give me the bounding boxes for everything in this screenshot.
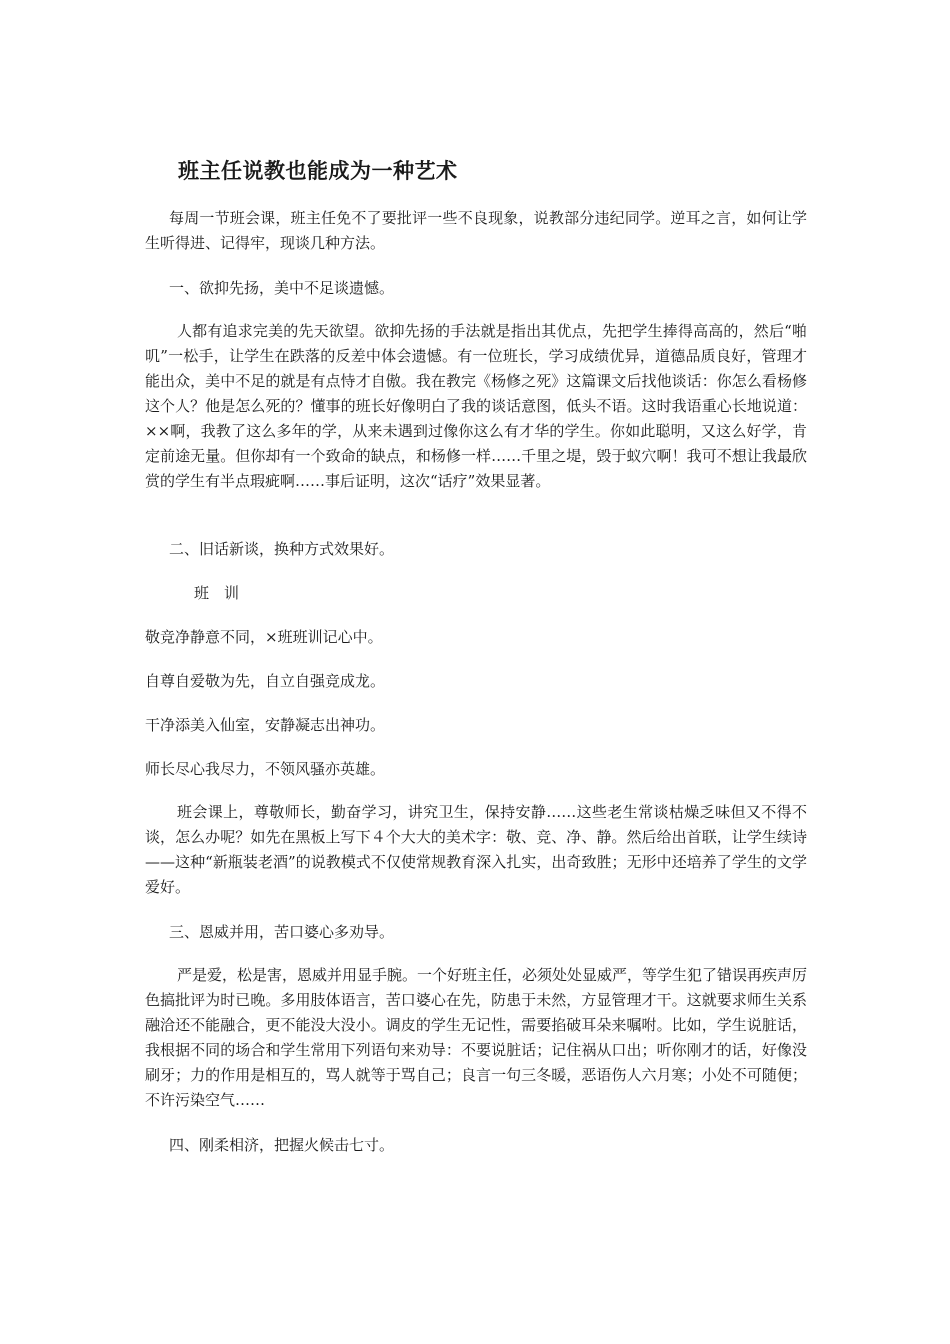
section-1-heading: 一、欲抑先扬，美中不足谈遗憾。 [169, 279, 395, 297]
motto-line-2: 自尊自爱敬为先，自立自强竞成龙。 [145, 672, 386, 690]
section-2-heading: 二、旧话新谈，换种方式效果好。 [169, 540, 395, 558]
section-3-heading: 三、恩威并用，苦口婆心多劝导。 [169, 923, 395, 941]
motto-title: 班 训 [194, 584, 240, 602]
motto-line-4: 师长尽心我尽力，不领风骚亦英雄。 [145, 760, 386, 778]
motto-line-1: 敬竞净静意不同，×班班训记心中。 [145, 628, 383, 646]
document-title: 班主任说教也能成为一种艺术 [178, 159, 458, 183]
motto-line-3: 干净添美入仙室，安静凝志出神功。 [145, 716, 386, 734]
intro-paragraph: 每周一节班会课，班主任免不了要批评一些不良现象，说教部分违纪同学。逆耳之言，如何让学生听得进、记得牢，现谈几种方法。 [145, 209, 807, 252]
section-4-heading: 四、刚柔相济，把握火候击七寸。 [169, 1136, 395, 1154]
section-1-body: 人都有追求完美的先天欲望。欲抑先扬的手法就是指出其优点，先把学生捧得高高的，然后“啪叽”一松手，让学生在跌落的反差中体会遗憾。有一位班长，学习成绩优异，道德品质良好，管理才能出众，美中不足的就是有点恃才自傲。我在教完《杨修之死》这篇课文后找他谈话：你怎么看杨修这个人？他是怎么死的？懂事的班长好像明白了我的谈话意图，低头不语。这时我语重心长地说道：××啊，我教了这么多年的学，从来未遇到过像你这么有才华的学生。你如此聪明，又这么好学，肯定前途无量。但你却有一个致命的缺点，和杨修一样……千里之堤，毁于蚁穴啊！我可不想让我最欣赏的学生有半点瑕疵啊……事后证明，这次“话疗”效果显著。 [145, 322, 807, 490]
section-2-body: 班会课上，尊敬师长，勤奋学习，讲究卫生，保持安静……这些老生常谈枯燥乏味但又不得不谈，怎么办呢？如先在黑板上写下４个大大的美术字：敬、竞、净、静。然后给出首联，让学生续诗——这种“新瓶装老酒”的说教模式不仅使常规教育深入扎实，出奇致胜；无形中还培养了学生的文学爱好。 [145, 803, 807, 896]
section-3-body: 严是爱，松是害，恩威并用显手腕。一个好班主任，必须处处显威严，等学生犯了错误再疾声厉色搞批评为时已晚。多用肢体语言，苦口婆心在先，防患于未然，方显管理才干。这就要求师生关系融洽还不能融合，更不能没大没小。调皮的学生无记性，需要掐破耳朵来嘱咐。比如，学生说脏话，我根据不同的场合和学生常用下列语句来劝导：不要说脏话；记住祸从口出；听你刚才的话，好像没刷牙；力的作用是相互的，骂人就等于骂自己；良言一句三冬暖，恶语伤人六月寒；小处不可随便；不许污染空气…… [145, 966, 808, 1109]
